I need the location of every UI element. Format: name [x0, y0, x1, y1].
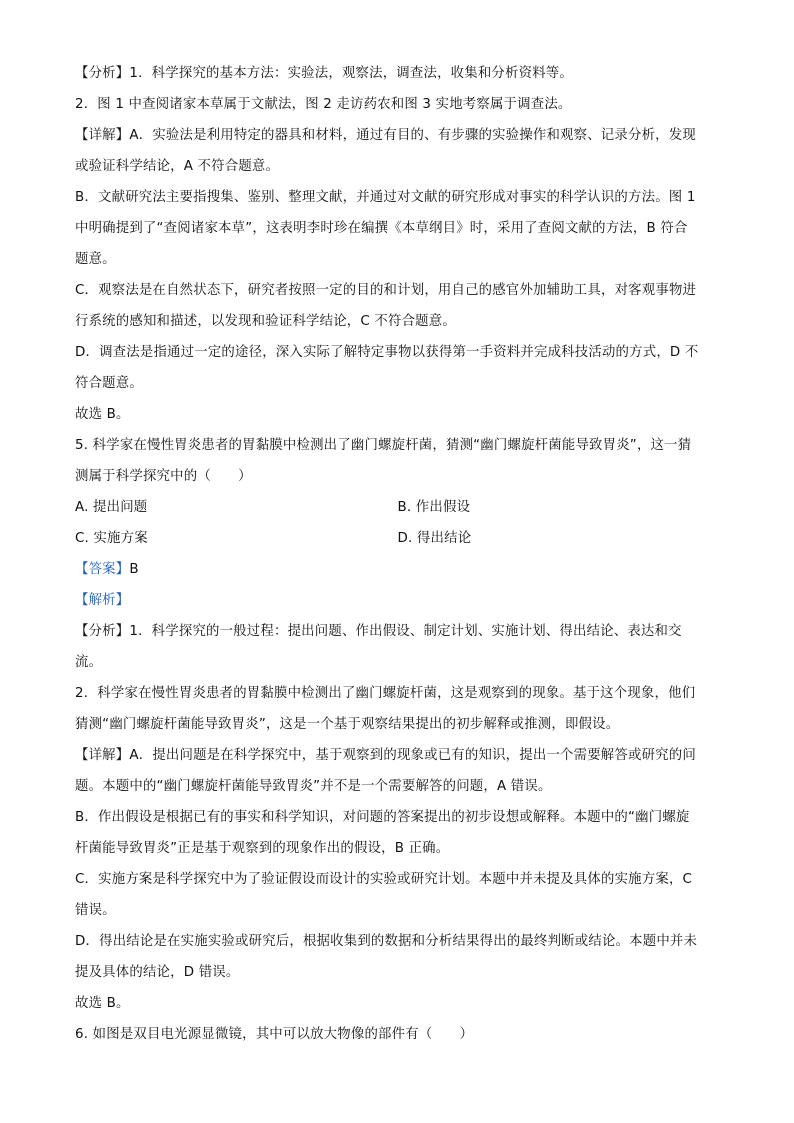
text-line: D．得出结论是在实施实验或研究后，根据收集到的数据和分析结果得出的最终判断或结论。本题中并未 [75, 934, 698, 949]
text-line: 猜测“幽门螺旋杆菌能导致胃炎”，这是一个基于观察结果提出的初步解释或推测，即假设。 [75, 717, 620, 732]
text-line: 题意。 [75, 252, 116, 267]
option-d: D. 得出结论 [397, 531, 472, 546]
text-line: 符合题意。 [75, 376, 143, 391]
text-line: 【分析】1．科学探究的基本方法：实验法，观察法，调查法，收集和分析资料等。 [75, 66, 573, 81]
text-line: 中明确提到了“查阅诸家本草”，这表明李时珍在编撰《本草纲目》时，采用了查阅文献的方法，B 符合 [75, 221, 688, 236]
text-line: 题。本题中的“幽门螺旋杆菌能导致胃炎”并不是一个需要解答的问题，A 错误。 [75, 779, 552, 794]
text-line: 故选 B。 [75, 996, 130, 1011]
text-line: 故选 B。 [75, 407, 130, 422]
question-5-stem: 5. 科学家在慢性胃炎患者的胃黏膜中检测出了幽门螺旋杆菌，猜测“幽门螺旋杆菌能导致胃炎”，这一猜 [75, 438, 692, 453]
text-line: B．文献研究法主要指搜集、鉴别、整理文献，并通过对文献的研究形成对事实的科学认识的方法。图 1 [75, 190, 696, 205]
text-line: 【分析】1．科学探究的一般过程：提出问题、作出假设、制定计划、实施计划、得出结论、表达和交 [75, 624, 682, 639]
question-5-stem: 测属于科学探究中的（ ） [75, 469, 252, 484]
document-page [75, 58, 720, 1050]
text-line: 【详解】A．提出问题是在科学探究中，基于观察到的现象或已有的知识，提出一个需要解答或研究的问 [75, 748, 696, 763]
question-6-stem: 6. 如图是双目电光源显微镜，其中可以放大物像的部件有（ ） [75, 1027, 474, 1042]
text-line: B．作出假设是根据已有的事实和科学知识，对问题的答案提出的初步设想或解释。本题中的“幽门螺旋 [75, 810, 690, 825]
text-line: 【详解】A．实验法是利用特定的器具和材料，通过有目的、有步骤的实验操作和观察、记录分析，发现 [75, 128, 696, 143]
text-line: 行系统的感知和描述，以发现和验证科学结论，C 不符合题意。 [75, 314, 456, 329]
answer-tag: 【答案】 [75, 562, 130, 577]
option-b: B. 作出假设 [397, 500, 471, 515]
answer-line [75, 554, 720, 585]
option-a: A. 提出问题 [75, 500, 148, 515]
analysis-line [75, 585, 720, 616]
text-line: D．调查法是指通过一定的途径，深入实际了解特定事物以获得第一手资料并完成科技活动的方式，D 不 [75, 345, 699, 360]
option-c: C. 实施方案 [75, 531, 148, 546]
text-line: 2．图 1 中查阅诸家本草属于文献法，图 2 走访药农和图 3 实地考察属于调查法。 [75, 97, 572, 112]
text-line: 杆菌能导致胃炎”正是基于观察到的现象作出的假设，B 正确。 [75, 841, 450, 856]
analysis-tag: 【解析】 [75, 593, 130, 608]
text-line: 提及具体的结论，D 错误。 [75, 965, 240, 980]
option-row [75, 523, 720, 554]
text-line: 2．科学家在慢性胃炎患者的胃黏膜中检测出了幽门螺旋杆菌，这是观察到的现象。基于这个现象，他们 [75, 686, 696, 701]
text-line: 或验证科学结论，A 不符合题意。 [75, 159, 280, 174]
text-line: C．实施方案是科学探究中为了验证假设而设计的实验或研究计划。本题中并未提及具体的实施方案，C [75, 872, 693, 887]
option-row [75, 492, 720, 523]
text-line: C．观察法是在自然状态下，研究者按照一定的目的和计划，用自己的感官外加辅助工具，对客观事物进 [75, 283, 697, 298]
answer-value: B [129, 562, 139, 577]
text-line: 错误。 [75, 903, 116, 918]
text-line: 流。 [75, 655, 103, 670]
